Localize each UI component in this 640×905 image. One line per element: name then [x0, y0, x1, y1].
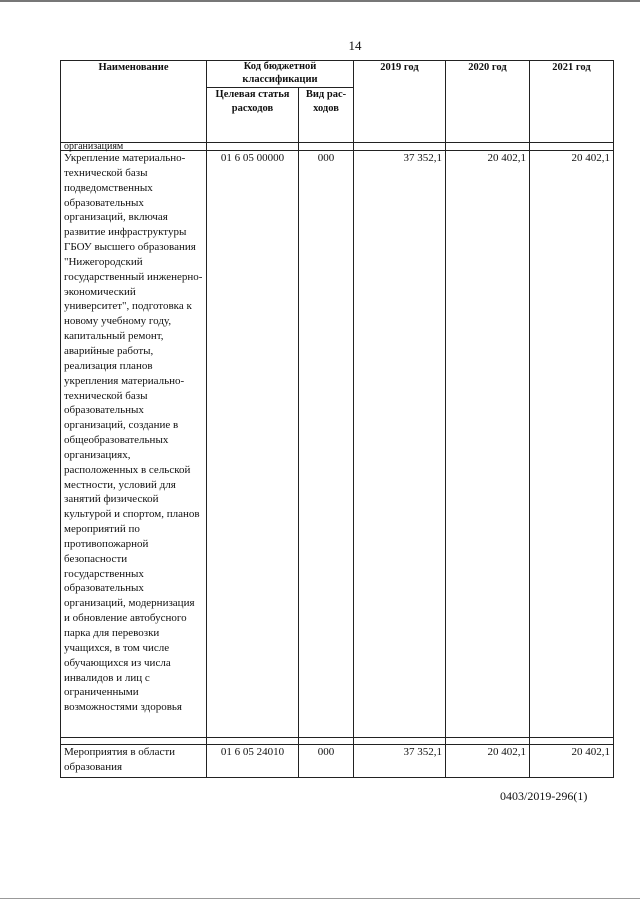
row-target: 01 6 05 24010	[207, 745, 299, 778]
scan-top-edge	[0, 0, 640, 2]
row-target: 01 6 05 00000	[207, 151, 299, 738]
row-2021: 20 402,1	[530, 745, 614, 778]
header-2021: 2021 год	[530, 61, 614, 143]
row-name: организациям	[61, 143, 207, 151]
row-2019: 37 352,1	[354, 745, 446, 778]
row-name: Мероприятия в области образования	[61, 745, 207, 778]
table-row	[61, 151, 614, 738]
scan-bottom-edge	[0, 898, 640, 899]
row-2019	[354, 143, 446, 151]
table-spacer-row	[61, 738, 614, 745]
row-2019: 37 352,1	[354, 151, 446, 738]
table-row	[61, 745, 614, 778]
header-2019: 2019 год	[354, 61, 446, 143]
row-2021: 20 402,1	[530, 151, 614, 738]
page-number: 14	[348, 38, 362, 53]
row-2020: 20 402,1	[446, 745, 530, 778]
row-2020: 20 402,1	[446, 151, 530, 738]
budget-table	[60, 60, 614, 778]
row-type	[299, 143, 354, 151]
header-name: Наименование	[61, 61, 207, 143]
table-row	[61, 143, 614, 151]
header-target-article: Целевая статья расходов	[207, 88, 299, 143]
header-expense-type: Вид рас-ходов	[299, 88, 354, 143]
document-code: 0403/2019-296(1)	[500, 789, 588, 803]
row-target	[207, 143, 299, 151]
row-2020	[446, 143, 530, 151]
row-type: 000	[299, 151, 354, 738]
header-2020: 2020 год	[446, 61, 530, 143]
header-code-group: Код бюджетной классификации	[207, 61, 354, 88]
row-name: Укрепление материально-технической базы подведомственных образовательных организаций, включая развитие инфраструктуры ГБОУ высшего образования "Нижегородский государственный инженерно-экономический университет", подготовка к новому учебному году, капитальный ремонт, аварийные работы, реализация планов укрепления материально-технической базы образовательных организаций, создание в общеобразовательных организациях, расположенных в сельской местности, условий для занятий физической культурой и спортом, планов мероприятий по противопожарной безопасности государственных образовательных организаций, модернизация и обновление автобусного парка для перевозки учащихся, в том числе обучающихся из числа инвалидов и лиц с ограниченными возможностями здоровья	[61, 151, 207, 738]
row-2021	[530, 143, 614, 151]
row-type: 000	[299, 745, 354, 778]
